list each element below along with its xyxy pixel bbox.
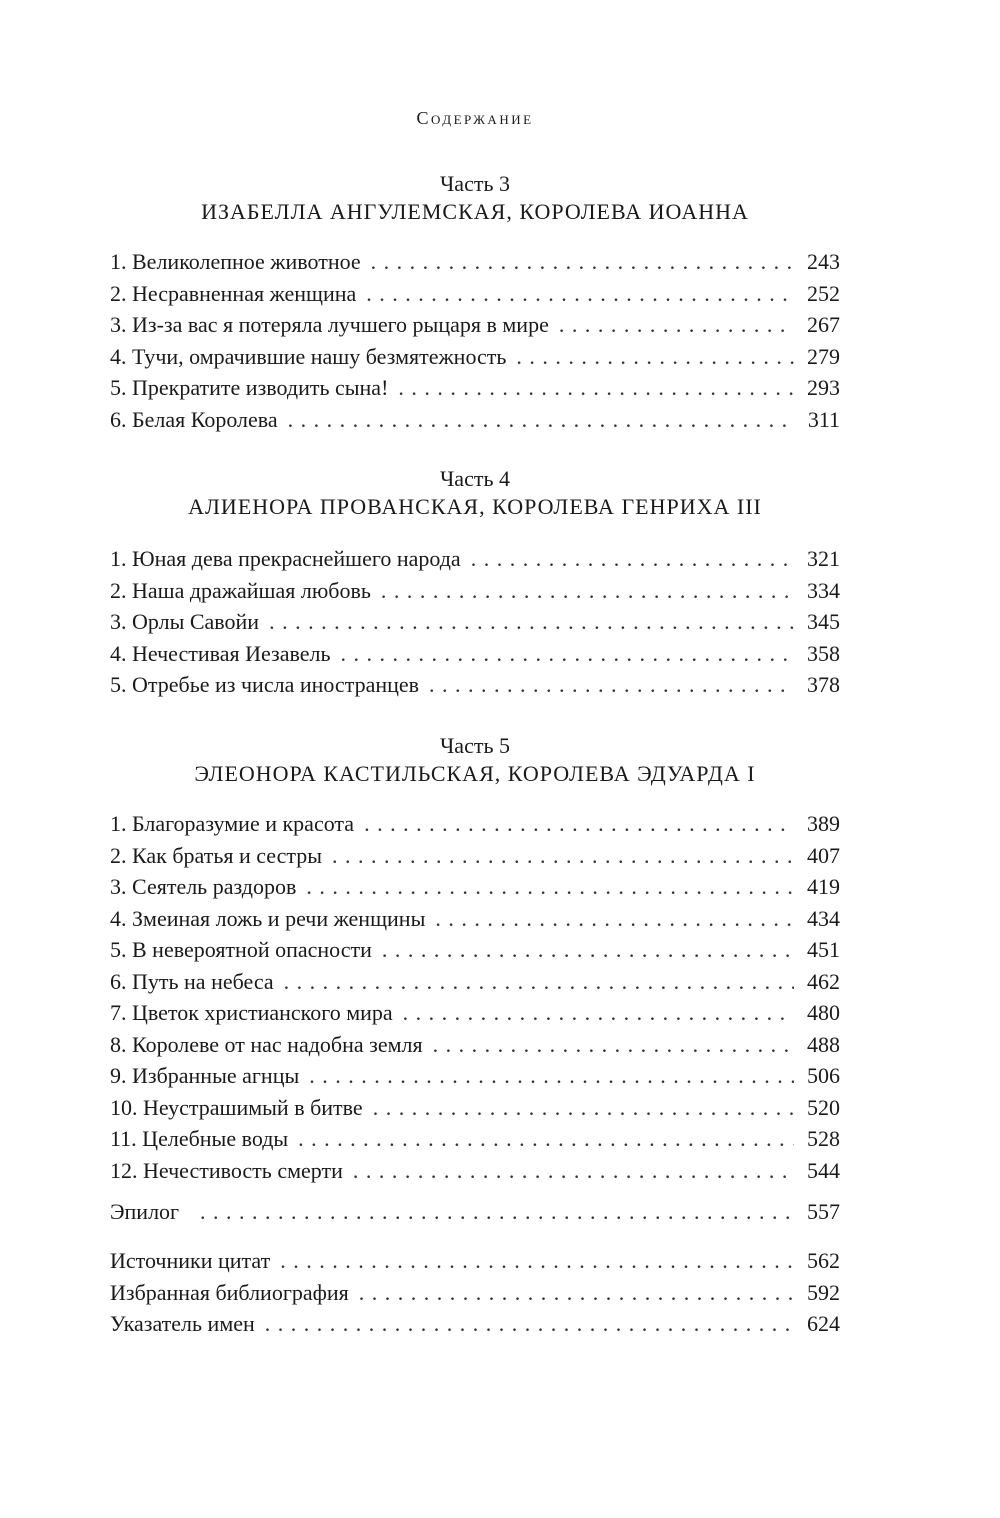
toc-entry-title: 4. Змеиная ложь и речи женщины (110, 905, 426, 931)
dot-leader (332, 840, 794, 872)
dot-leader (265, 1308, 794, 1340)
toc-entry-title: 5. В невероятной опасности (110, 937, 372, 962)
toc-entry-title: 7. Цветок христианского мира (110, 1000, 393, 1025)
part-heading (110, 732, 840, 788)
dot-leader (298, 1123, 794, 1155)
toc-entry-title: 4. Нечестивая Иезавель (110, 640, 331, 666)
toc-entry-title: 3. Сеятель раздоров (110, 874, 297, 899)
part-title: АЛИЕНОРА ПРОВАНСКАЯ, КОРОЛЕВА ГЕНРИХА III (188, 494, 762, 519)
toc-entry-page: 311 (807, 406, 840, 432)
toc-entry[interactable] (110, 543, 840, 575)
chapter-list (110, 808, 840, 1186)
toc-entry-page: 520 (807, 1094, 840, 1120)
toc-entry-page: 389 (807, 811, 840, 836)
toc-entry-title: Избранная библиография (110, 1279, 349, 1305)
toc-entry-epilogue[interactable] (110, 1196, 840, 1228)
toc-entry-page: 544 (807, 1157, 840, 1183)
chapter-list (110, 246, 840, 435)
toc-entry[interactable] (110, 871, 840, 903)
part-number: Часть 4 (440, 466, 510, 491)
part-number: Часть 3 (440, 171, 510, 196)
toc-entry[interactable] (110, 638, 840, 670)
toc-entry-page: 562 (807, 1248, 840, 1273)
toc-entry-page: 451 (807, 937, 840, 962)
dot-leader (398, 372, 794, 404)
dot-leader (433, 1029, 794, 1061)
toc-entry[interactable] (110, 840, 840, 872)
toc-entry-title: Источники цитат (110, 1248, 271, 1273)
toc-entry[interactable] (110, 575, 840, 607)
dot-leader (353, 1155, 794, 1187)
dot-leader (371, 246, 794, 278)
toc-entry[interactable] (110, 1092, 840, 1124)
toc-entry-page: 434 (807, 905, 840, 931)
toc-entry-page: 345 (807, 609, 840, 634)
toc-entry[interactable] (110, 997, 840, 1029)
toc-entry[interactable] (110, 1029, 840, 1061)
dot-leader (516, 341, 794, 373)
dot-leader (471, 543, 794, 575)
toc-page (110, 0, 840, 1518)
toc-entry[interactable] (110, 966, 840, 998)
dot-leader (280, 1245, 794, 1277)
part-number: Часть 5 (440, 733, 510, 758)
toc-entry-title: 2. Несравненная женщина (110, 280, 357, 306)
epilogue-section (110, 1196, 840, 1228)
toc-entry-title: 2. Как братья и сестры (110, 842, 323, 868)
dot-leader (269, 606, 794, 638)
toc-entry[interactable] (110, 278, 840, 310)
toc-entry-page: 252 (807, 280, 840, 306)
back-matter-list (110, 1245, 840, 1340)
toc-entry-title: 12. Нечестивость смерти (110, 1157, 343, 1183)
toc-entry[interactable] (110, 1308, 840, 1340)
dot-leader (200, 1196, 794, 1228)
chapter-list (110, 543, 840, 701)
toc-entry-page: 557 (807, 1199, 840, 1224)
toc-entry-page: 407 (807, 842, 840, 868)
dot-leader (359, 1277, 794, 1309)
toc-entry[interactable] (110, 606, 840, 638)
toc-entry-title: 11. Целебные воды (110, 1126, 289, 1151)
toc-entry[interactable] (110, 309, 840, 341)
dot-leader (429, 669, 794, 701)
toc-entry-title: 5. Прекратите изводить сына! (110, 375, 389, 400)
toc-entry-title: 1. Благоразумие и красота (110, 811, 355, 836)
toc-entry-title: 3. Из-за вас я потеряла лучшего рыцаря в мире (110, 312, 549, 337)
toc-entry-title: 5. Отребье из числа иностранцев (110, 672, 420, 697)
toc-entry-title: 6. Путь на небеса (110, 968, 274, 994)
toc-entry[interactable] (110, 1123, 840, 1155)
dot-leader (309, 1060, 794, 1092)
dot-leader (288, 404, 794, 436)
toc-entry-title: 4. Тучи, омрачившие нашу безмятежность (110, 343, 507, 369)
dot-leader (284, 966, 794, 998)
toc-entry-title: Указатель имен (110, 1311, 255, 1336)
dot-leader (366, 278, 794, 310)
toc-entry[interactable] (110, 934, 840, 966)
dot-leader (403, 997, 794, 1029)
toc-entry-page: 480 (807, 1000, 840, 1025)
part-heading (110, 170, 840, 226)
toc-entry-title: 6. Белая Королева (110, 406, 278, 432)
toc-entry[interactable] (110, 903, 840, 935)
toc-entry[interactable] (110, 372, 840, 404)
toc-entry-page: 506 (807, 1063, 840, 1088)
toc-entry-title: 1. Великолепное животное (110, 249, 361, 274)
dot-leader (373, 1092, 794, 1124)
toc-entry[interactable] (110, 1155, 840, 1187)
toc-entry-title: Эпилог (110, 1199, 180, 1224)
toc-entry[interactable] (110, 1245, 840, 1277)
toc-entry[interactable] (110, 404, 840, 436)
toc-entry-page: 358 (807, 640, 840, 666)
toc-entry-page: 334 (807, 577, 840, 603)
toc-entry-page: 419 (807, 874, 840, 899)
toc-entry[interactable] (110, 1277, 840, 1309)
running-head: Содержание (416, 108, 534, 128)
toc-entry-title: 2. Наша дражайшая любовь (110, 577, 371, 603)
toc-entry-page: 592 (807, 1279, 840, 1305)
dot-leader (435, 903, 794, 935)
toc-entry-page: 279 (807, 343, 840, 369)
toc-entry-title: 9. Избранные агнцы (110, 1063, 300, 1088)
toc-entry-page: 293 (807, 375, 840, 400)
toc-entry-title: 1. Юная дева прекраснейшего народа (110, 546, 461, 571)
toc-entry-page: 321 (807, 546, 840, 571)
toc-entry[interactable] (110, 669, 840, 701)
dot-leader (364, 808, 794, 840)
toc-entry-page: 528 (807, 1126, 840, 1151)
toc-entry-page: 462 (807, 968, 840, 994)
toc-entry-title: 10. Неустрашимый в битве (110, 1094, 363, 1120)
toc-entry[interactable] (110, 341, 840, 373)
toc-entry[interactable] (110, 246, 840, 278)
toc-entry-page: 267 (807, 312, 840, 337)
toc-entry-page: 378 (807, 672, 840, 697)
part-title: ЭЛЕОНОРА КАСТИЛЬСКАЯ, КОРОЛЕВА ЭДУАРДА I (194, 761, 756, 786)
dot-leader (559, 309, 794, 341)
dot-leader (306, 871, 794, 903)
part-title: ИЗАБЕЛЛА АНГУЛЕМСКАЯ, КОРОЛЕВА ИОАННА (201, 199, 749, 224)
dot-leader (382, 934, 794, 966)
toc-entry-title: 3. Орлы Савойи (110, 609, 260, 634)
toc-entry[interactable] (110, 808, 840, 840)
toc-entry-page: 488 (807, 1031, 840, 1057)
part-heading (110, 465, 840, 521)
toc-entry-page: 243 (807, 249, 840, 274)
dot-leader (341, 638, 794, 670)
toc-entry[interactable] (110, 1060, 840, 1092)
toc-entry-page: 624 (807, 1311, 840, 1336)
dot-leader (381, 575, 794, 607)
toc-entry-title: 8. Королеве от нас надобна земля (110, 1031, 423, 1057)
